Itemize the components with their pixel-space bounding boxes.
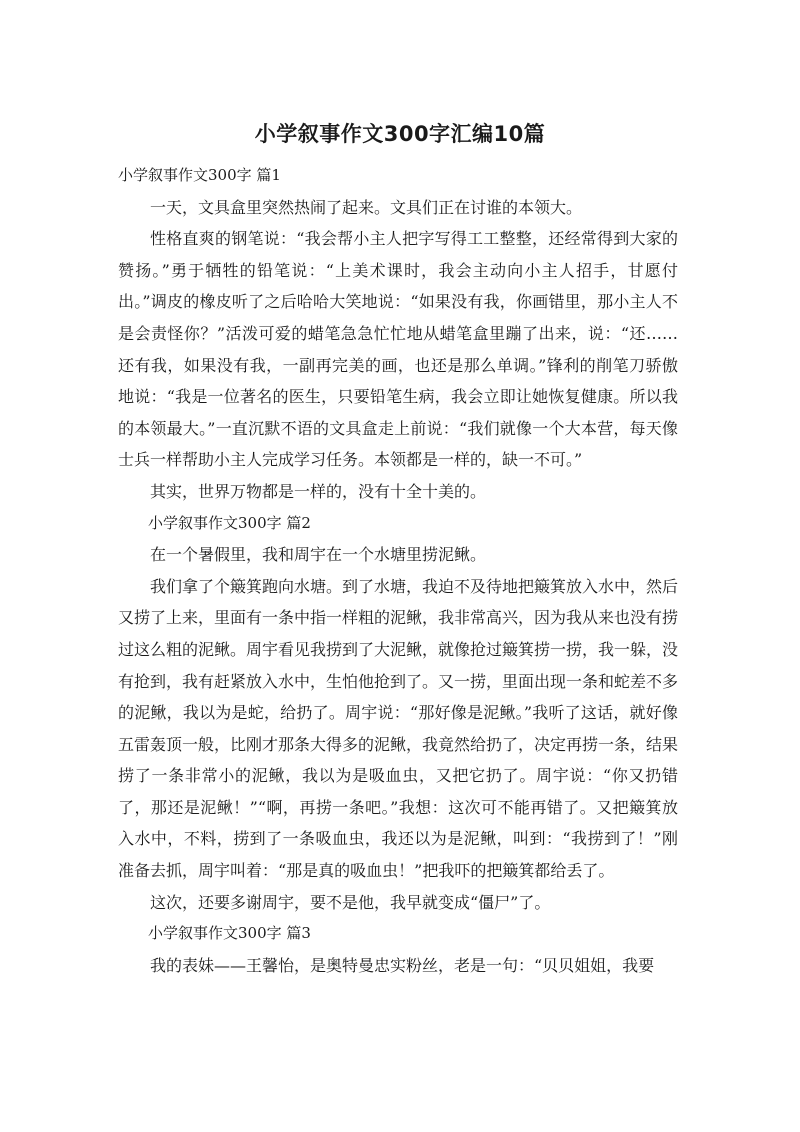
document-body xyxy=(118,160,678,981)
paragraph: 这次，还要多谢周宇，要不是他，我早就变成“僵尸”了。 xyxy=(150,892,551,912)
paragraph: 性格直爽的钢笔说：“我会帮小主人把字写得工工整整，还经常得到大家的赞扬。”勇于牺牲的铅笔说：“上美术课时，我会主动向小主人招手，甘愿付出。”调皮的橡皮听了之后哈哈大笑地说：“如果没有我，你画错里，那小主人不是会责怪你？”活泼可爱的蜡笔急急忙忙地从蜡笔盒里蹦了出来，说：“还……还有我，如果没有我，一副再完美的画，也还是那么单调。”锋利的削笔刀骄傲地说：“我是一位著名的医生，只要铅笔生病，我会立即让她恢复健康。所以我的本领最大。”一直沉默不语的文具盒走上前说：“我们就像一个大本营，每天像士兵一样帮助小主人完成学习任务。本领都是一样的，缺一不可。” xyxy=(118,229,678,470)
paragraph: 一天，文具盒里突然热闹了起来。文具们正在讨谁的本领大。 xyxy=(150,197,583,217)
paragraph: 在一个暑假里，我和周宇在一个水塘里捞泥鳅。 xyxy=(150,545,487,565)
paragraph: 其实，世界万物都是一样的，没有十全十美的。 xyxy=(150,481,487,501)
paragraph: 我的表妹——王馨怡，是奥特曼忠实粉丝，老是一句：“贝贝姐姐，我要 xyxy=(150,955,655,975)
section-heading: 小学叙事作文300字 篇2 xyxy=(148,513,311,532)
section-heading: 小学叙事作文300字 篇1 xyxy=(118,166,281,184)
section-heading: 小学叙事作文300字 篇3 xyxy=(148,924,311,943)
paragraph: 我们拿了个簸箕跑向水塘。到了水塘，我迫不及待地把簸箕放入水中，然后又捞了上来，里面有一条中指一样粗的泥鳅，我非常高兴，因为我从来也没有捞过这么粗的泥鳅。周宇看见我捞到了大泥鳅，就像抢过簸箕捞一捞，我一躲，没有抢到，我有赶紧放入水中，生怕他抢到了。又一捞，里面出现一条和蛇差不多的泥鳅，我以为是蛇，给扔了。周宇说：“那好像是泥鳅。”我听了这话，就好像五雷轰顶一般，比刚才那条大得多的泥鳅，我竟然给扔了，决定再捞一条，结果捞了一条非常小的泥鳅，我以为是吸血虫，又把它扔了。周宇说：“你又扔错了，那还是泥鳅！”“啊，再捞一条吧。”我想：这次可不能再错了。又把簸箕放入水中，不料，捞到了一条吸血虫，我还以为是泥鳅，叫到：“我捞到了！”刚准备去抓，周宇叫着：“那是真的吸血虫！”把我吓的把簸箕都给丢了。 xyxy=(118,576,679,881)
document-title: 小学叙事作文300字汇编10篇 xyxy=(254,122,546,146)
